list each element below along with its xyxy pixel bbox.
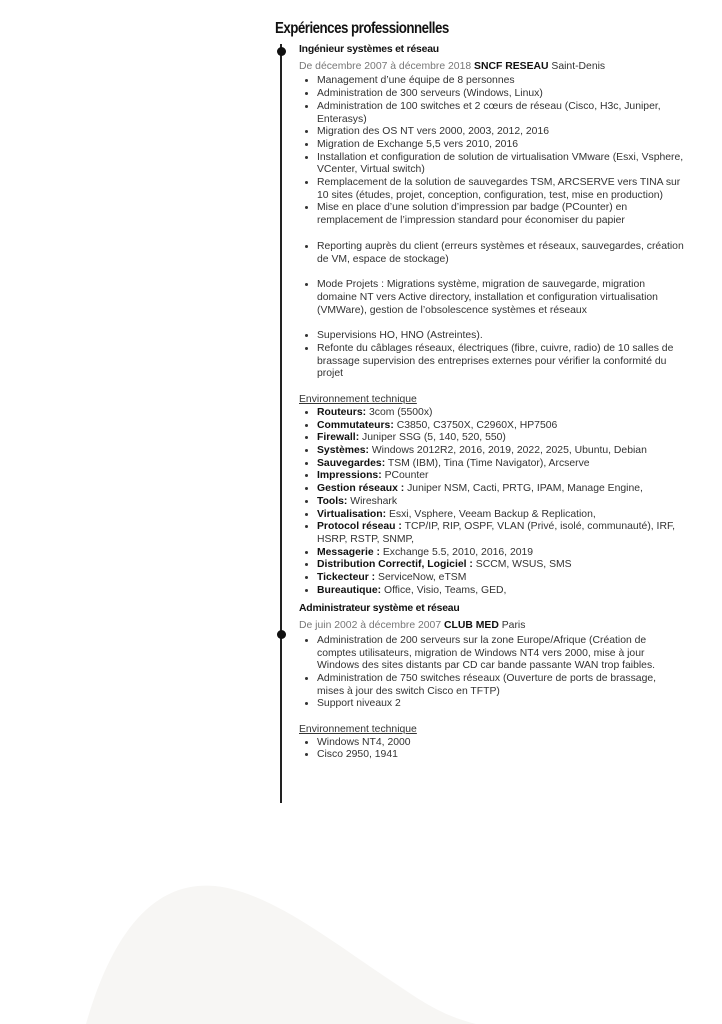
task-item: • Administration de 200 serveurs sur la zone Europe/Afrique (Création de comptes utilisateurs, migration de Windows NT4 vers 2000, mise à jour Windows des sites distants par CD car bande passante WAN trop faibles. <box>317 635 684 673</box>
env-label: Environnement technique <box>299 724 417 736</box>
job-city: Saint-Denis <box>551 60 606 72</box>
env-item: • Firewall: Juniper SSG (5, 140, 520, 550) <box>317 432 684 445</box>
env-item: • Bureautique: Office, Visio, Teams, GED, <box>317 585 684 598</box>
job-period: De décembre 2007 à décembre 2018 <box>299 60 472 72</box>
env-item: • Messagerie : Exchange 5.5, 2010, 2016, 2019 <box>317 547 684 560</box>
task-item: • Migration des OS NT vers 2000, 2003, 2012, 2016 <box>317 126 684 139</box>
job-company: SNCF RESEAU <box>474 60 549 72</box>
task-item: • Administration de 750 switches réseaux (Ouverture de ports de brassage, mises à jour des switch Cisco en TFTP) <box>317 673 684 698</box>
env-item: • Tickecteur : ServiceNow, eTSM <box>317 572 684 585</box>
env-item: • Windows NT4, 2000 <box>317 737 684 750</box>
env-item: • Virtualisation: Esxi, Vsphere, Veeam Backup & Replication, <box>317 509 684 522</box>
env-item: • Distribution Correctif, Logiciel : SCCM, WSUS, SMS <box>317 559 684 572</box>
timeline-dot <box>277 630 286 639</box>
env-item: • Cisco 2950, 1941 <box>317 749 684 762</box>
env-item: • Routeurs: 3com (5500x) <box>317 407 684 420</box>
task-item: • Mode Projets : Migrations système, migration de sauvegarde, migration domaine NT vers Active directory, installation et configuration virtualisation (VMWare), gestion de l’obsolescence systèmes et réseaux <box>317 279 684 317</box>
job-city: Paris <box>501 620 526 632</box>
job-entry <box>299 44 684 597</box>
section-title: Expériences professionnelles <box>275 20 449 37</box>
task-item: • Administration de 300 serveurs (Windows, Linux) <box>317 88 684 101</box>
task-item: • Migration de Exchange 5,5 vers 2010, 2016 <box>317 139 684 152</box>
task-item: • Support niveaux 2 <box>317 698 684 711</box>
env-item: • Tools: Wireshark <box>317 496 684 509</box>
env-item: • Impressions: PCounter <box>317 470 684 483</box>
task-item: • Administration de 100 switches et 2 cœurs de réseau (Cisco, H3c, Juniper, Enterasys) <box>317 101 684 126</box>
task-item: • Installation et configuration de solution de virtualisation VMware (Esxi, Vsphere, VCenter, Virtual switch) <box>317 152 684 177</box>
decorative-background-shape <box>0 820 722 1024</box>
job-meta <box>299 620 684 633</box>
job-period: De juin 2002 à décembre 2007 <box>299 620 442 632</box>
env-item: • Commutateurs: C3850, C3750X, C2960X, HP7506 <box>317 420 684 433</box>
task-item: • Refonte du câblages réseaux, électriques (fibre, cuivre, radio) de 10 salles de brassage supervision des entreprises externes pour vérifier la conformité du projet <box>317 343 684 381</box>
env-item: • Sauvegardes: TSM (IBM), Tina (Time Navigator), Arcserve <box>317 458 684 471</box>
task-item: • Remplacement de la solution de sauvegardes TSM, ARCSERVE vers TINA sur 10 sites (études, projet, conception, configuration, test, mise en production) <box>317 177 684 202</box>
env-list <box>299 737 684 762</box>
env-item: • Gestion réseaux : Juniper NSM, Cacti, PRTG, IPAM, Manage Engine, <box>317 483 684 496</box>
task-item: • Reporting auprès du client (erreurs systèmes et réseaux, sauvegardes, création de VM, espace de stockage) <box>317 241 684 266</box>
task-list <box>299 635 684 711</box>
task-item: • Management d’une équipe de 8 personnes <box>317 75 684 88</box>
job-company: CLUB MED <box>444 620 499 632</box>
env-item: • Systèmes: Windows 2012R2, 2016, 2019, 2022, 2025, Ubuntu, Debian <box>317 445 684 458</box>
timeline-line <box>280 44 282 803</box>
task-item: • Mise en place d’une solution d’impression par badge (PCounter) en remplacement de l’impression standard pour économiser du papier <box>317 202 684 227</box>
job-entry <box>299 603 684 762</box>
job-title: Administrateur système et réseau <box>299 603 460 615</box>
job-meta <box>299 61 684 74</box>
task-list <box>299 75 684 381</box>
task-item: • Supervisions HO, HNO (Astreintes). <box>317 330 684 343</box>
timeline-dot <box>277 47 286 56</box>
job-title: Ingénieur systèmes et réseau <box>299 44 439 55</box>
env-label: Environnement technique <box>299 394 417 406</box>
env-item: • Protocol réseau : TCP/IP, RIP, OSPF, VLAN (Privé, isolé, communauté), IRF, HSRP, RSTP, SNMP, <box>317 521 684 546</box>
env-list <box>299 407 684 598</box>
experience-list <box>299 44 684 762</box>
